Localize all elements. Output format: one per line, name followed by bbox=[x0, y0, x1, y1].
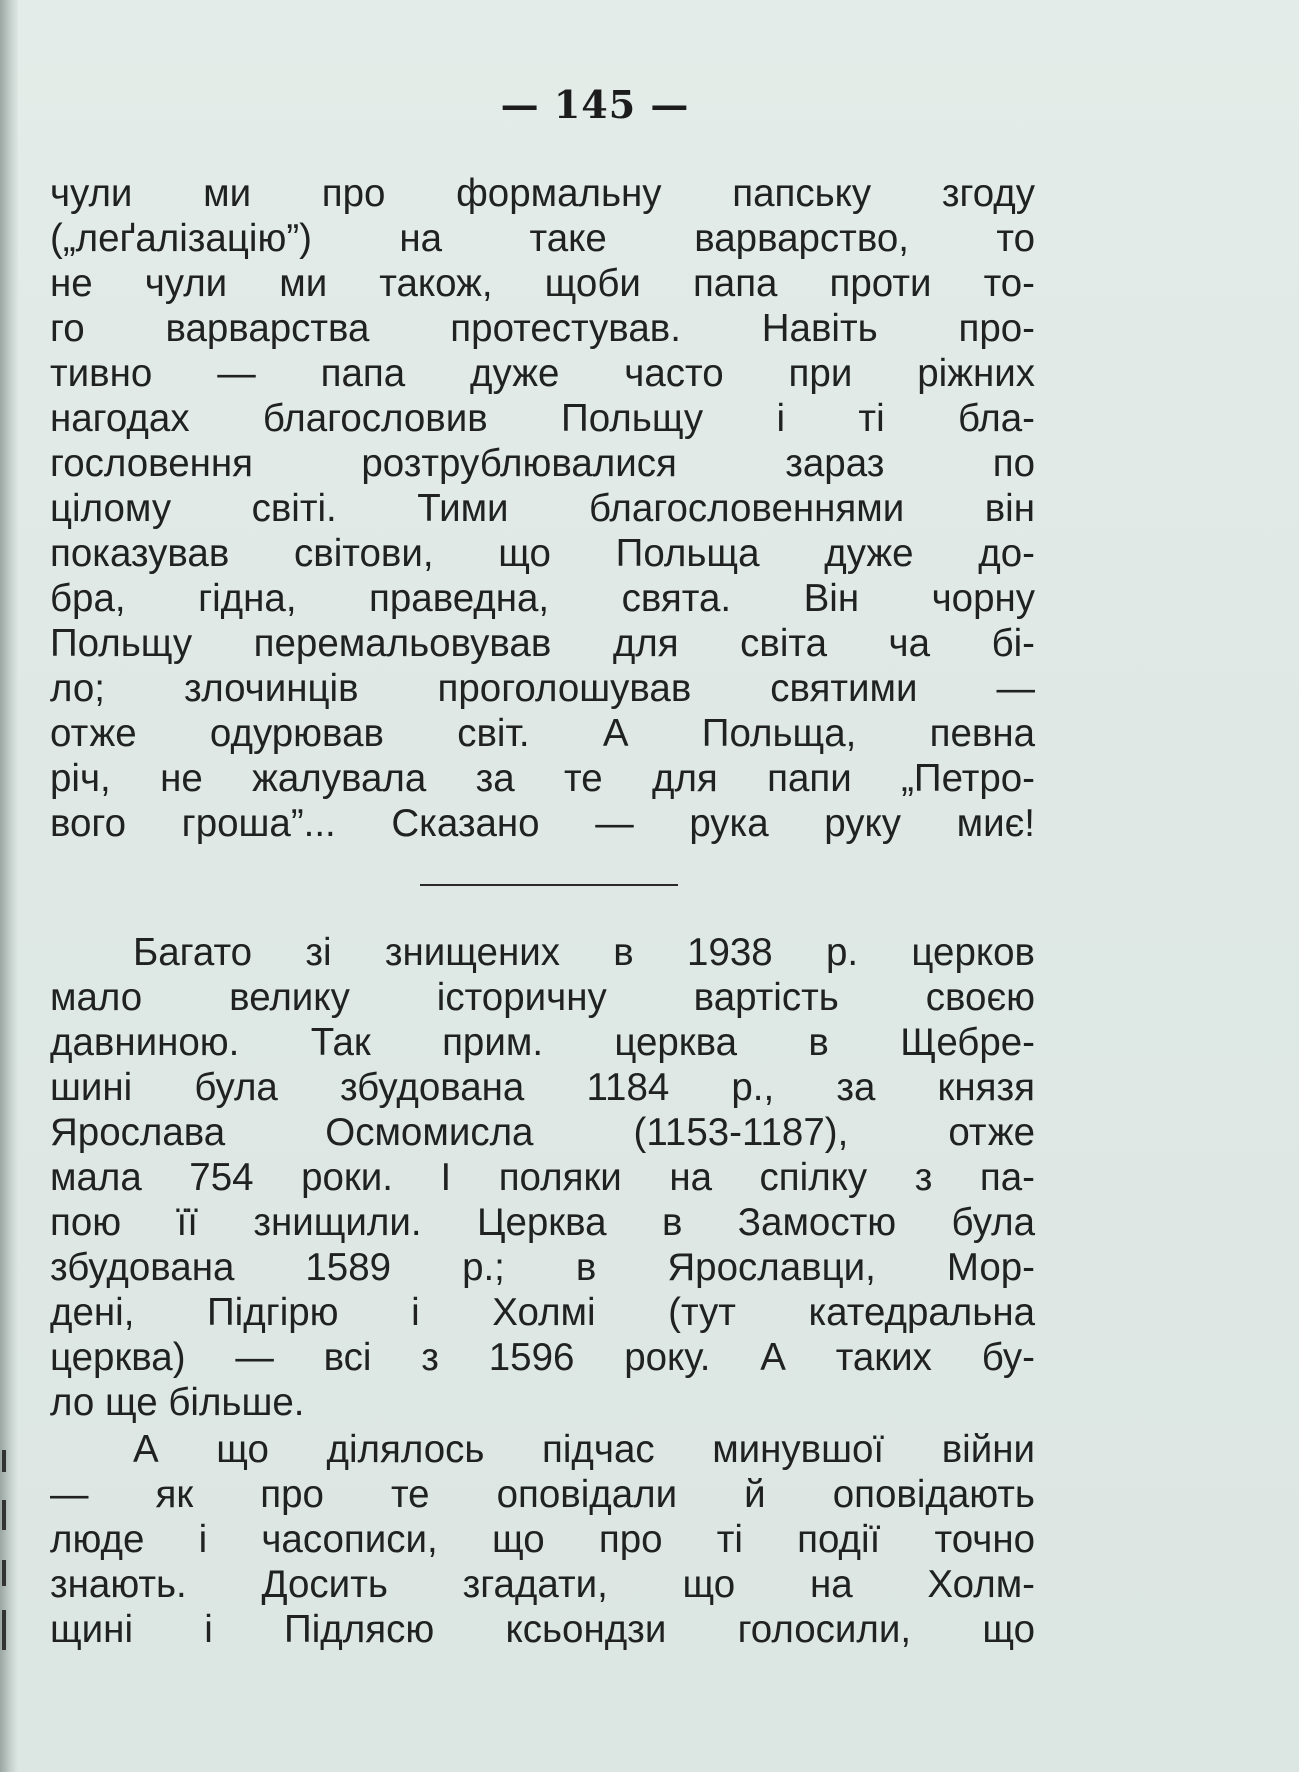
text-line: Ярослава Осмомисла (1153-1187), отже bbox=[50, 1111, 1035, 1154]
section-separator bbox=[420, 884, 678, 886]
edge-mark bbox=[2, 1450, 6, 1472]
text-line: мало велику історичну вартість своєю bbox=[50, 976, 1035, 1019]
text-line: чули ми про формальну папську згоду bbox=[50, 172, 1035, 215]
text-line: не чули ми також, щоби папа проти то- bbox=[50, 262, 1035, 305]
text-line: показував світови, що Польща дуже до- bbox=[50, 532, 1035, 575]
text-line: знають. Досить згадати, що на Холм- bbox=[50, 1563, 1035, 1606]
text-line: дені, Підгірю і Холмі (тут катедральна bbox=[50, 1291, 1035, 1334]
text-line: вого гроша”... Сказано — рука руку миє! bbox=[50, 802, 1035, 845]
text-line: гословення розтрублювалися зараз по bbox=[50, 442, 1035, 485]
text-line: Польщу перемальовував для світа ча бі- bbox=[50, 622, 1035, 665]
paragraph-2 bbox=[50, 930, 1035, 1425]
text-line: Багато зі знищених в 1938 р. церков bbox=[133, 931, 1035, 974]
text-line: збудована 1589 р.; в Ярославци, Мор- bbox=[50, 1246, 1035, 1289]
text-line: („леґалізацію”) на таке варварство, то bbox=[50, 217, 1035, 260]
text-line: ло; злочинців проголошував святими — bbox=[50, 667, 1035, 710]
paragraph-3 bbox=[50, 1427, 1035, 1652]
page-edge bbox=[0, 0, 18, 1772]
text-line: бра, гідна, праведна, свята. Він чорну bbox=[50, 577, 1035, 620]
text-line: нагодах благословив Польщу і ті бла- bbox=[50, 397, 1035, 440]
edge-mark bbox=[2, 1610, 6, 1650]
paragraph-1 bbox=[50, 171, 1035, 846]
text-line: мала 754 роки. І поляки на спілку з па- bbox=[50, 1156, 1035, 1199]
text-line: ло ще більше. bbox=[50, 1381, 305, 1424]
text-line: щині і Підлясю ксьондзи голосили, що bbox=[50, 1608, 1035, 1651]
text-line: — як про те оповідали й оповідають bbox=[50, 1473, 1035, 1516]
text-line: А що ділялось підчас минувшої війни bbox=[133, 1428, 1035, 1471]
text-line: пою її знищили. Церква в Замостю була bbox=[50, 1201, 1035, 1244]
text-line: тивно — папа дуже часто при ріжних bbox=[50, 352, 1035, 395]
page-number: — 145 — bbox=[500, 82, 690, 127]
text-line: давниною. Так прим. церква в Щебре- bbox=[50, 1021, 1035, 1064]
edge-mark bbox=[2, 1500, 6, 1530]
text-line: церква) — всі з 1596 року. А таких бу- bbox=[50, 1336, 1035, 1379]
text-line: річ, не жалувала за те для папи „Петро- bbox=[50, 757, 1035, 800]
text-line: отже одурював світ. А Польща, певна bbox=[50, 712, 1035, 755]
text-line: го варварства протестував. Навіть про- bbox=[50, 307, 1035, 350]
text-line: люде і часописи, що про ті події точно bbox=[50, 1518, 1035, 1561]
text-line: цілому світі. Тими благословеннями він bbox=[50, 487, 1035, 530]
edge-mark bbox=[2, 1560, 6, 1586]
text-line: шині була збудована 1184 р., за князя bbox=[50, 1066, 1035, 1109]
